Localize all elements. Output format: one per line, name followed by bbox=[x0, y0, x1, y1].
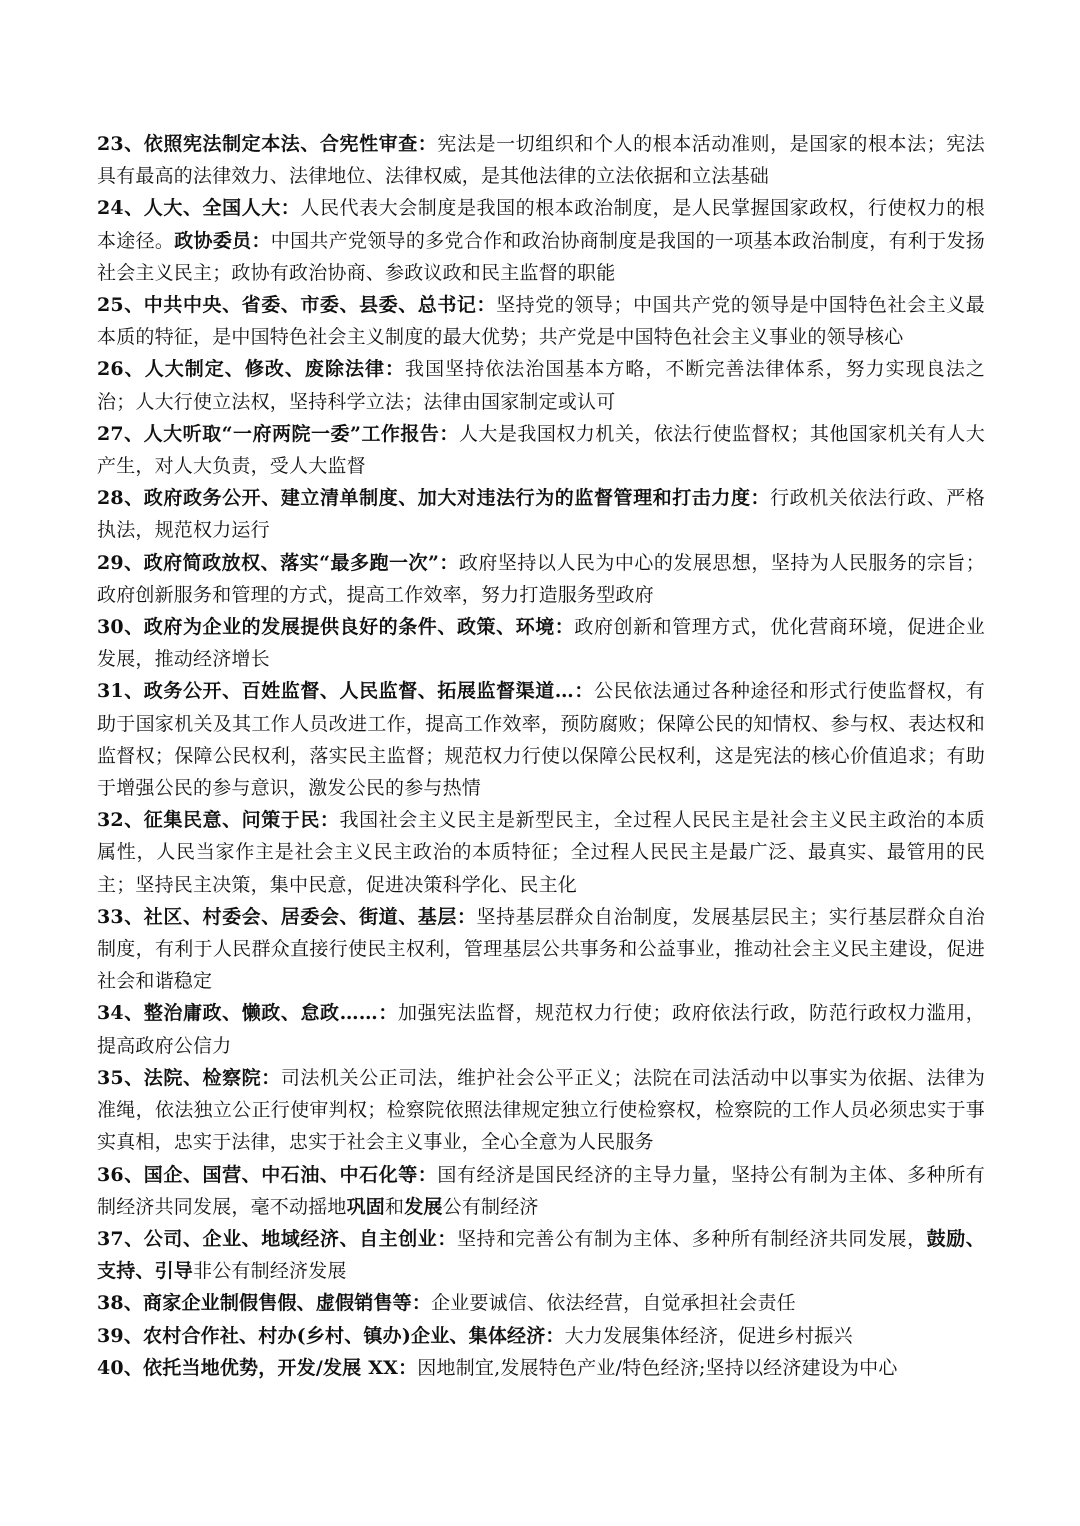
item-number: 30 bbox=[97, 616, 124, 639]
separator: 、 bbox=[123, 487, 144, 510]
item-body: 非公有制经济发展 bbox=[193, 1260, 347, 1283]
list-item-35 bbox=[97, 1062, 985, 1159]
separator: 、 bbox=[123, 905, 144, 928]
list-item-26 bbox=[97, 353, 985, 417]
item-number: 37 bbox=[97, 1227, 124, 1250]
item-number: 31 bbox=[97, 680, 124, 703]
item-body: 企业要诚信、依法经营，自觉承担社会责任 bbox=[431, 1292, 796, 1315]
item-heading: 政府为企业的发展提供良好的条件、政策、环境： bbox=[143, 616, 575, 639]
item-number: 39 bbox=[97, 1324, 124, 1347]
item-body: 加强宪法监督，规范权力行使；政府依法行政，防范行政权力滥用，提高政府公信力 bbox=[97, 1002, 985, 1057]
item-number: 36 bbox=[97, 1163, 124, 1186]
separator: 、 bbox=[123, 616, 144, 639]
separator: 、 bbox=[123, 1292, 144, 1315]
item-heading: 人大听取“一府两院一委”工作报告： bbox=[143, 422, 459, 445]
separator: 、 bbox=[123, 1002, 144, 1025]
separator: 、 bbox=[123, 1066, 144, 1089]
item-emphasis: 鼓励、支持、引导 bbox=[97, 1227, 985, 1283]
list-item-38 bbox=[97, 1287, 985, 1319]
separator: 、 bbox=[123, 1356, 144, 1379]
separator: 、 bbox=[123, 680, 144, 703]
separator: 、 bbox=[123, 294, 144, 317]
item-emphasis: 巩固 bbox=[346, 1195, 386, 1218]
item-body: 人民代表大会制度是我国的根本政治制度，是人民掌握国家政权，行使权力的根本途径。 bbox=[97, 197, 985, 252]
list-item-27 bbox=[97, 418, 985, 482]
item-body: 司法机关公正司法，维护社会公平正义；法院在司法活动中以事实为依据、法律为准绳，依法独立公正行使审判权；检察院依照法律规定独立行使检察权，检察院的工作人员必须忠实于事实真相，忠实于法律，忠实于社会主义事业，全心全意为人民服务 bbox=[97, 1066, 986, 1154]
item-body: 公民依法通过各种途径和形式行使监督权，有助于国家机关及其工作人员改进工作，提高工作效率，预防腐败；保障公民的知情权、参与权、表达权和监督权；保障公民权利，落实民主监督；规范权力行使以保障公民权利，这是宪法的核心价值追求；有助于增强公民的参与意识，激发公民的参与热情 bbox=[97, 680, 985, 800]
separator: 、 bbox=[123, 422, 144, 445]
item-heading: 政府政务公开、建立清单制度、加大对违法行为的监督管理和打击力度： bbox=[143, 487, 771, 510]
item-heading: 国企、国营、中石油、中石化等： bbox=[143, 1163, 438, 1186]
list-item-31 bbox=[97, 675, 985, 804]
item-number: 34 bbox=[97, 1002, 124, 1025]
item-number: 28 bbox=[97, 487, 124, 510]
separator: 、 bbox=[123, 809, 144, 832]
list-item-23 bbox=[97, 128, 985, 192]
item-heading: 依托当地优势，开发/发展 XX： bbox=[143, 1356, 418, 1379]
item-number: 32 bbox=[97, 809, 124, 832]
list-item-25 bbox=[97, 289, 985, 353]
item-body: 人大是我国权力机关，依法行使监督权；其他国家机关有人大产生，对人大负责，受人大监督 bbox=[97, 422, 985, 478]
item-body: 坚持党的领导；中国共产党的领导是中国特色社会主义最本质的特征，是中国特色社会主义制度的最大优势；共产党是中国特色社会主义事业的领导核心 bbox=[97, 294, 985, 349]
separator: 、 bbox=[123, 1163, 144, 1186]
item-body: 我国社会主义民主是新型民主，全过程人民民主是社会主义民主政治的本质属性，人民当家作主是社会主义民主政治的本质特征；全过程人民民主是最广泛、最真实、最管用的民主；坚持民主决策，集中民意，促进决策科学化、民主化 bbox=[97, 809, 985, 896]
item-heading: 征集民意、问策于民： bbox=[143, 809, 340, 832]
separator: 、 bbox=[123, 197, 144, 220]
list-item-40 bbox=[97, 1352, 985, 1384]
item-number: 38 bbox=[97, 1292, 124, 1315]
list-item-30 bbox=[97, 611, 985, 675]
item-number: 23 bbox=[97, 133, 124, 155]
separator: 、 bbox=[123, 133, 144, 155]
list-item-33 bbox=[97, 901, 985, 998]
item-heading: 社区、村委会、居委会、街道、基层： bbox=[143, 905, 477, 928]
item-body: 政府坚持以人民为中心的发展思想，坚持为人民服务的宗旨；政府创新服务和管理的方式，提高工作效率，努力打造服务型政府 bbox=[97, 551, 985, 606]
separator: 、 bbox=[123, 358, 145, 381]
item-heading: 政务公开、百姓监督、人民监督、拓展监督渠道…： bbox=[143, 680, 594, 703]
item-body: 因地制宜,发展特色产业/特色经济;坚持以经济建设为中心 bbox=[417, 1356, 898, 1379]
item-body: 公有制经济 bbox=[442, 1195, 539, 1218]
item-heading: 人大、全国人大： bbox=[143, 197, 301, 220]
item-body: 中国共产党领导的多党合作和政治协商制度是我国的一项基本政治制度，有利于发扬社会主义民主；政协有政治协商、参政议政和民主监督的职能 bbox=[97, 229, 985, 284]
item-heading: 农村合作社、村办(乡村、镇办)企业、集体经济： bbox=[143, 1324, 565, 1347]
item-number: 33 bbox=[97, 905, 124, 928]
item-body: 大力发展集体经济，促进乡村振兴 bbox=[564, 1324, 853, 1347]
document-page bbox=[97, 128, 985, 1384]
item-subheading: 政协委员： bbox=[174, 229, 271, 252]
separator: 、 bbox=[123, 1227, 144, 1250]
list-item-29 bbox=[97, 547, 985, 611]
item-heading: 整治庸政、懒政、怠政……： bbox=[143, 1002, 398, 1025]
list-item-34 bbox=[97, 997, 985, 1061]
list-item-36 bbox=[97, 1159, 985, 1223]
item-body: 坚持和完善公有制为主体、多种所有制经济共同发展， bbox=[456, 1227, 927, 1250]
item-number: 29 bbox=[97, 551, 124, 574]
item-body: 宪法是一切组织和个人的根本活动准则，是国家的根本法；宪法具有最高的法律效力、法律地位、法律权威，是其他法律的立法依据和立法基础 bbox=[97, 133, 985, 188]
separator: 、 bbox=[123, 1324, 144, 1347]
item-heading: 法院、检察院： bbox=[143, 1066, 281, 1089]
list-item-32 bbox=[97, 804, 985, 901]
item-number: 26 bbox=[97, 358, 124, 381]
item-number: 40 bbox=[97, 1356, 124, 1379]
item-number: 27 bbox=[97, 422, 124, 445]
item-body: 我国坚持依法治国基本方略，不断完善法律体系，努力实现良法之治；人大行使立法权，坚持科学立法；法律由国家制定或认可 bbox=[97, 358, 985, 413]
item-emphasis: 发展 bbox=[404, 1195, 443, 1218]
item-heading: 政府简政放权、落实“最多跑一次”： bbox=[143, 551, 459, 574]
item-heading: 公司、企业、地域经济、自主创业： bbox=[143, 1227, 457, 1250]
list-item-28 bbox=[97, 482, 985, 546]
item-heading: 商家企业制假售假、虚假销售等： bbox=[143, 1292, 432, 1315]
item-body: 和 bbox=[385, 1195, 405, 1218]
item-heading: 依照宪法制定本法、合宪性审查： bbox=[143, 133, 438, 155]
item-number: 24 bbox=[97, 197, 124, 220]
item-body: 行政机关依法行政、严格执法，规范权力运行 bbox=[97, 487, 986, 542]
item-body: 坚持基层群众自治制度，发展基层民主；实行基层群众自治制度，有利于人民群众直接行使民主权利，管理基层公共事务和公益事业，推动社会主义民主建设，促进社会和谐稳定 bbox=[97, 905, 986, 993]
item-body: 国有经济是国民经济的主导力量，坚持公有制为主体、多种所有制经济共同发展，毫不动摇地 bbox=[97, 1163, 985, 1218]
list-item-39 bbox=[97, 1320, 985, 1352]
list-item-24 bbox=[97, 192, 985, 289]
item-heading: 人大制定、修改、废除法律： bbox=[144, 358, 406, 381]
item-number: 35 bbox=[97, 1066, 124, 1089]
separator: 、 bbox=[123, 551, 144, 574]
list-item-37 bbox=[97, 1223, 985, 1287]
item-body: 政府创新和管理方式，优化营商环境，促进企业发展，推动经济增长 bbox=[97, 616, 986, 671]
item-number: 25 bbox=[97, 294, 124, 317]
item-heading: 中共中央、省委、市委、县委、总书记： bbox=[143, 294, 497, 317]
